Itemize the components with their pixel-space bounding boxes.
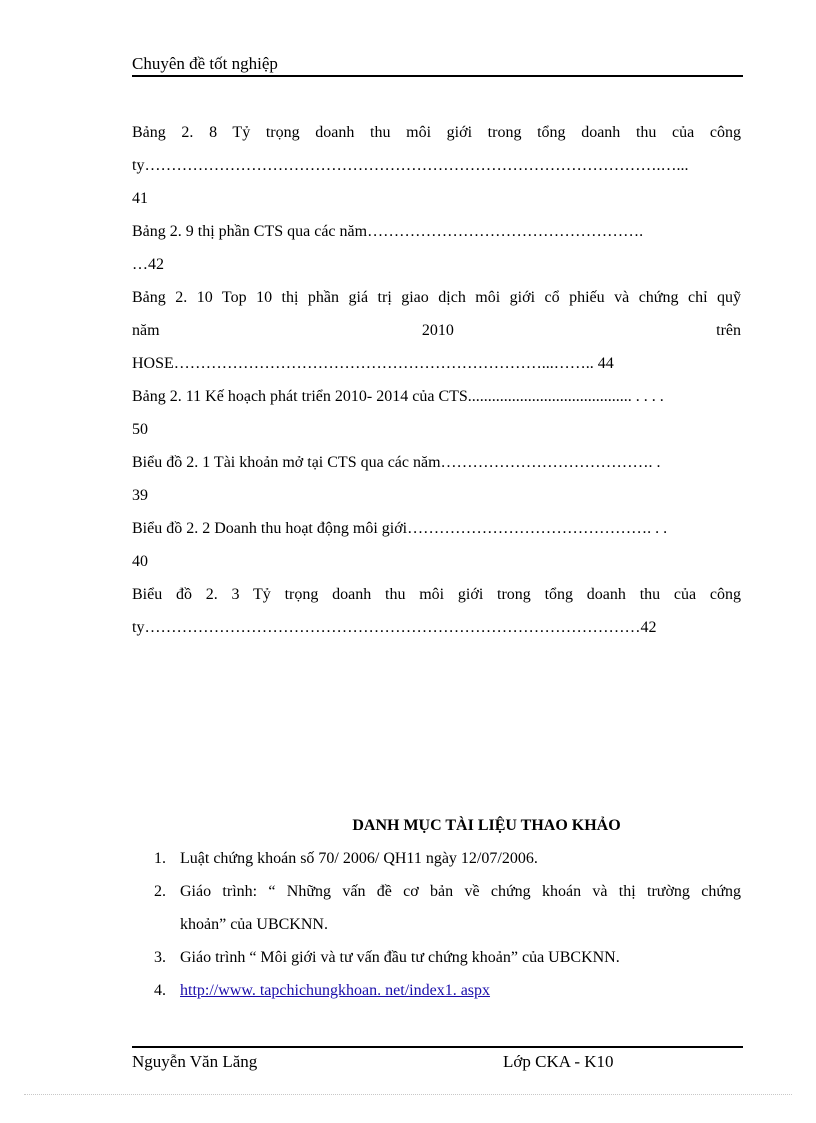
reference-text: Luật chứng khoán số 70/ 2006/ QH11 ngày 12/07/2006. <box>180 850 538 867</box>
toc-entry-bang-2-10: Bảng 2. 10 Top 10 thị phần giá trị giao dịch môi giới cổ phiếu và chứng chỉ quỹ <box>132 289 741 306</box>
reference-text: Giáo trình: “ Những vấn đề cơ bản về chứng khoán và thị trường chứng <box>180 883 741 900</box>
toc-entry-bieu-do-2-2: Biểu đồ 2. 2 Doanh thu hoạt động môi giới………………………………………. . . <box>132 520 668 537</box>
page-edge-divider <box>24 1094 792 1095</box>
toc-entry-bang-2-8: Bảng 2. 8 Tỷ trọng doanh thu môi giới trong tổng doanh thu của công <box>132 124 741 141</box>
toc-entry-bieu-do-2-1-page: 39 <box>132 487 148 504</box>
toc-entry-bieu-do-2-3-page: ty…………………………………………………………………………………42 <box>132 619 657 636</box>
toc-entry-bang-2-8-leader: ty…………………………………………………………………………………….…... <box>132 157 689 174</box>
toc-entry-bang-2-11: Bảng 2. 11 Kế hoạch phát triển 2010- 2014 của CTS......................................... . . . . <box>132 388 664 405</box>
toc-entry-bieu-do-2-2-page: 40 <box>132 553 148 570</box>
page-header: Chuyên đề tốt nghiệp <box>132 54 278 73</box>
reference-text-cont: khoản” của UBCKNN. <box>180 916 328 933</box>
reference-item <box>132 875 741 941</box>
references-section <box>132 812 741 1007</box>
reference-number: 3. <box>154 949 166 966</box>
reference-link-row <box>180 974 741 1007</box>
toc-entry-bang-2-8-page: 41 <box>132 190 148 207</box>
toc-entry-bieu-do-2-1: Biểu đồ 2. 1 Tài khoản mở tại CTS qua các năm…………………………………. . <box>132 454 661 471</box>
reference-number: 1. <box>154 850 166 867</box>
reference-text: Giáo trình “ Môi giới và tư vấn đầu tư chứng khoản” của UBCKNN. <box>180 949 620 966</box>
toc-entry-bang-2-9-page: …42 <box>132 256 164 273</box>
toc-entry-bang-2-10-page: HOSE……………………………………………………………...…….. 44 <box>132 355 614 372</box>
header-divider <box>132 75 743 77</box>
footer-author: Nguyễn Văn Lăng <box>132 1052 258 1071</box>
references-title: DANH MỤC TÀI LIỆU THAO KHẢO <box>352 817 621 834</box>
reference-link[interactable]: http://www. tapchichungkhoan. net/index1. aspx <box>180 982 491 999</box>
reference-item <box>132 941 741 974</box>
footer-class: Lớp CKA - K10 <box>503 1052 614 1071</box>
reference-number: 4. <box>154 982 166 999</box>
reference-item <box>132 842 741 875</box>
toc-entry-bang-2-9: Bảng 2. 9 thị phần CTS qua các năm……………………………………………. <box>132 223 644 240</box>
table-list <box>132 118 741 646</box>
toc-entry-bang-2-10-cont: năm 2010 trên <box>132 322 741 339</box>
reference-item <box>132 974 741 1007</box>
toc-entry-bang-2-11-page: 50 <box>132 421 148 438</box>
reference-number: 2. <box>154 883 166 900</box>
footer-divider <box>132 1046 743 1048</box>
toc-entry-bieu-do-2-3: Biểu đồ 2. 3 Tỷ trọng doanh thu môi giới trong tổng doanh thu của công <box>132 586 741 603</box>
